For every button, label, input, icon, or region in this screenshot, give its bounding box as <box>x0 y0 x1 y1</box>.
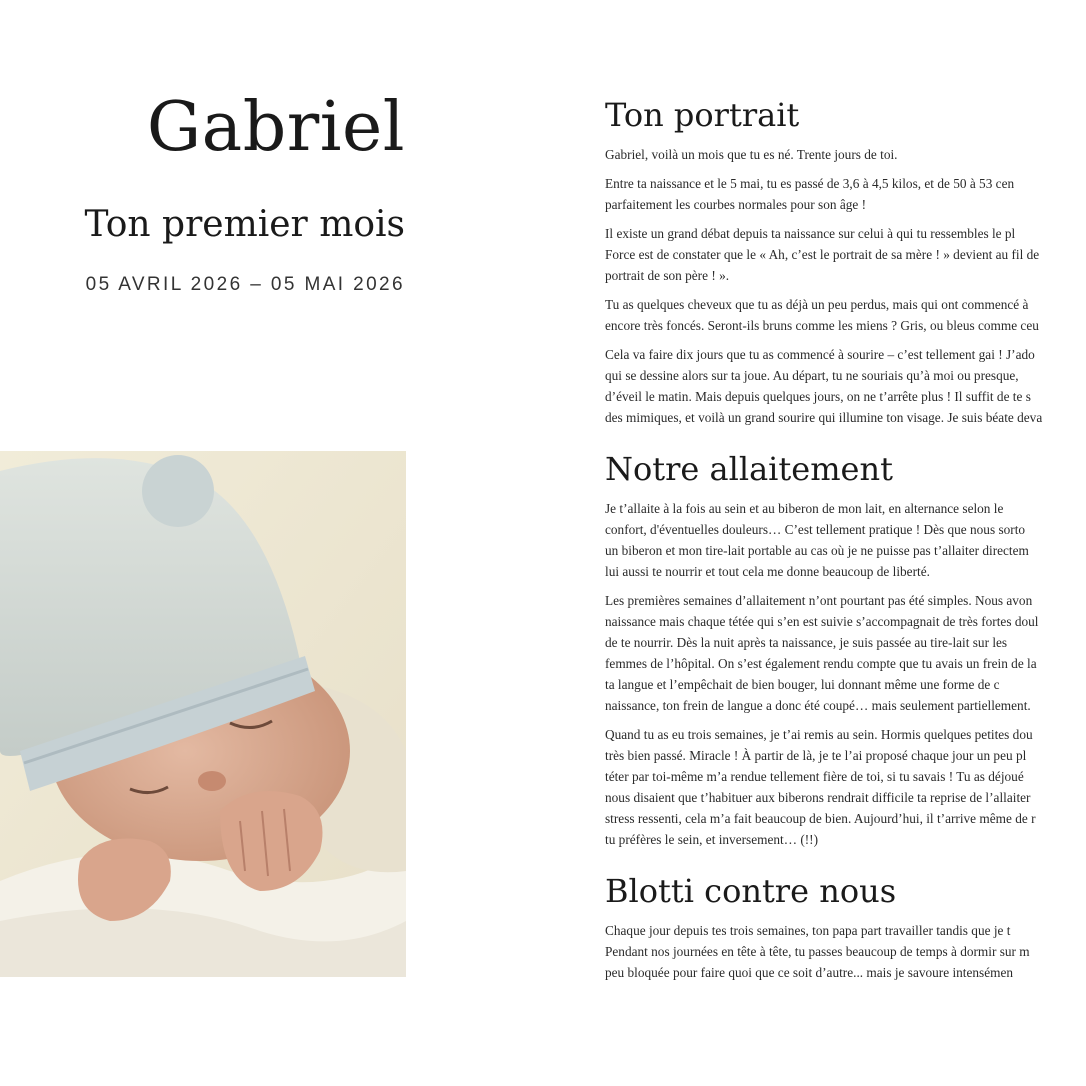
section-heading: Notre allaitement <box>605 450 893 488</box>
paragraph-line: portrait de son père ! ». <box>605 268 730 283</box>
paragraph-line: femmes de l’hôpital. On s’est également rendu compte que tu avais un frein de la <box>605 656 1037 671</box>
page-subtitle: Ton premier mois <box>84 204 405 245</box>
paragraph-line: confort, d'éventuelles douleurs… C’est tellement pratique ! Dès que nous sorto <box>605 522 1026 537</box>
paragraph <box>605 498 1086 582</box>
paragraph-line: Il existe un grand débat depuis ta naissance sur celui à qui tu ressembles le pl <box>605 226 1016 241</box>
left-page <box>0 0 540 1086</box>
paragraph-line: des mimiques, et voilà un grand sourire qui illumine ton visage. Je suis béate deva <box>605 410 1043 425</box>
paragraph <box>605 724 1086 850</box>
paragraph <box>605 144 1086 165</box>
paragraph-line: d’éveil le matin. Mais depuis quelques jours, on ne t’arrête plus ! Il suffit de te s <box>605 389 1031 404</box>
paragraph-line: parfaitement les courbes normales pour son âge ! <box>605 197 867 212</box>
paragraph-line: Je t’allaite à la fois au sein et au biberon de mon lait, en alternance selon le <box>605 501 1004 516</box>
paragraph <box>605 344 1086 428</box>
paragraph-line: téter par toi-même m’a rendue tellement fière de toi, si tu savais ! Tu as déjoué <box>605 769 1024 784</box>
paragraph-line: tu préfères le sein, et inversement… (!!) <box>605 832 819 847</box>
right-page <box>540 0 1086 1086</box>
paragraph-line: très bien passé. Miracle ! À partir de là, je te l’ai proposé chaque jour un peu pl <box>605 748 1027 763</box>
paragraph-line: naissance, ton frein de langue a donc été coupé… mais seulement partiellement. <box>605 698 1031 713</box>
baby-name-title: Gabriel <box>146 88 405 167</box>
paragraph <box>605 920 1086 983</box>
date-range: 05 AVRIL 2026 – 05 MAI 2026 <box>85 274 405 295</box>
paragraph-line: Force est de constater que le « Ah, c’est le portrait de sa mère ! » devient au fil de <box>605 247 1040 262</box>
paragraph-line: un biberon et mon tire-lait portable au cas où je ne puisse pas t’allaiter directem <box>605 543 1029 558</box>
paragraph-line: Entre ta naissance et le 5 mai, tu es passé de 3,6 à 4,5 kilos, et de 50 à 53 cen <box>605 176 1015 191</box>
paragraph-line: Cela va faire dix jours que tu as commencé à sourire – c’est tellement gai ! J’ado <box>605 347 1035 362</box>
paragraph-line: Quand tu as eu trois semaines, je t’ai remis au sein. Hormis quelques petites dou <box>605 727 1033 742</box>
paragraph <box>605 294 1086 336</box>
paragraph <box>605 173 1086 215</box>
paragraph <box>605 590 1086 716</box>
section-blotti <box>605 872 1086 983</box>
section-heading: Blotti contre nous <box>605 872 897 910</box>
article <box>605 96 1086 1005</box>
paragraph-line: Chaque jour depuis tes trois semaines, ton papa part travailler tandis que je t <box>605 923 1011 938</box>
paragraph-line: qui se dessine alors sur ta joue. Au départ, tu ne souriais qu’à moi ou presque, <box>605 368 1019 383</box>
paragraph-line: Tu as quelques cheveux que tu as déjà un peu perdus, mais qui ont commencé à <box>605 297 1029 312</box>
section-heading: Ton portrait <box>605 96 800 134</box>
section-allaitement <box>605 450 1086 850</box>
paragraph-line: stress ressenti, cela m’a fait beaucoup de bien. Aujourd’hui, il t’arrive même de r <box>605 811 1036 826</box>
paragraph-line: peu bloquée pour faire quoi que ce soit d’autre... mais je savoure intensémen <box>605 965 1014 980</box>
paragraph-line: ta langue et l’empêchait de bien bouger, lui donnant même une forme de c <box>605 677 1000 692</box>
baby-photo <box>0 451 406 977</box>
paragraph-line: encore très foncés. Seront-ils bruns comme les miens ? Gris, ou bleus comme ceu <box>605 318 1039 333</box>
paragraph-line: Pendant nos journées en tête à tête, tu passes beaucoup de temps à dormir sur m <box>605 944 1030 959</box>
paragraph-line: lui aussi te nourrir et tout cela me donne beaucoup de liberté. <box>605 564 930 579</box>
section-portrait <box>605 96 1086 428</box>
paragraph-line: nous disaient que t’habituer aux biberons rendrait difficile ta reprise de l’allaiter <box>605 790 1031 805</box>
paragraph <box>605 223 1086 286</box>
paragraph-line: Les premières semaines d’allaitement n’ont pourtant pas été simples. Nous avon <box>605 593 1033 608</box>
paragraph-line: de te nourrir. Dès la nuit après ta naissance, je suis passée au tire-lait sur les <box>605 635 1008 650</box>
paragraph-line: Gabriel, voilà un mois que tu es né. Trente jours de toi. <box>605 147 898 162</box>
paragraph-line: naissance mais chaque tétée qui s’en est suivie s’accompagnait de très fortes doul <box>605 614 1039 629</box>
